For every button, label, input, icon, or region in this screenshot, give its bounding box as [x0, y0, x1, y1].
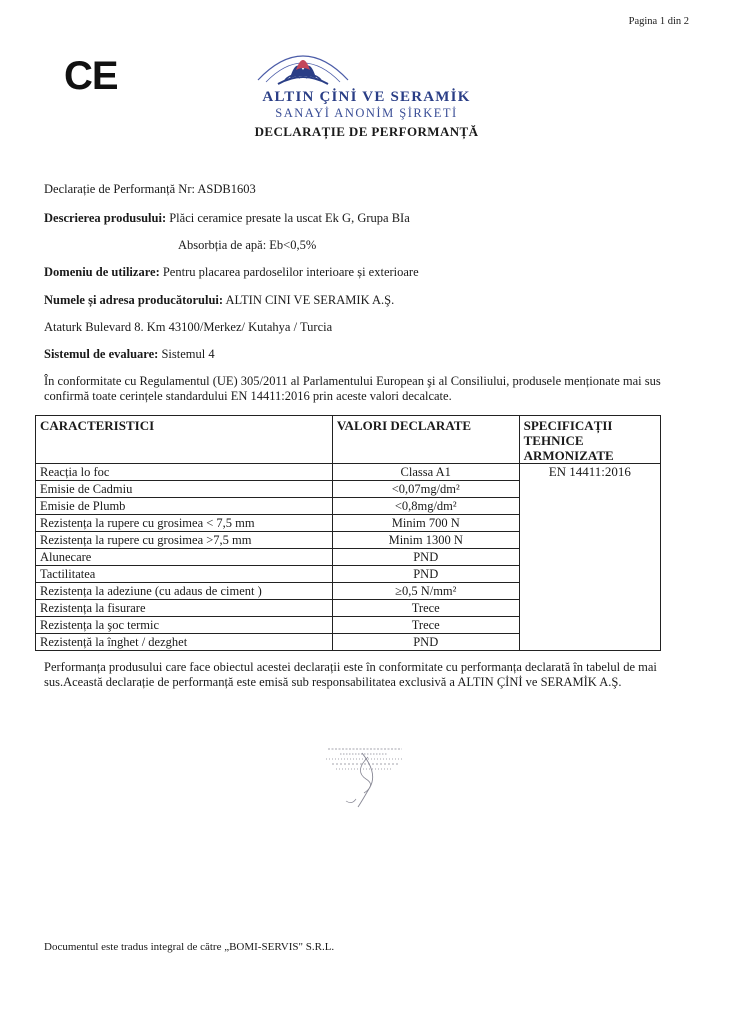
- header-declared-values: VALORI DECLARATE: [332, 416, 519, 464]
- manufacturer-value: ALTIN CINI VE SERAMIK A.Ş.: [225, 293, 395, 307]
- evaluation-system: [44, 347, 215, 362]
- characteristic-cell: Tactilitatea: [36, 566, 333, 583]
- value-cell: Minim 700 N: [332, 515, 519, 532]
- stamp-signature-icon: [318, 743, 410, 813]
- characteristics-table: [35, 415, 661, 651]
- ce-mark: CE: [64, 54, 118, 98]
- water-absorption: Absorbția de apă: Eb<0,5%: [178, 238, 317, 252]
- product-value: Plăci ceramice presate la uscat Ek G, Grupa BIa: [169, 211, 410, 225]
- value-cell: Classa A1: [332, 464, 519, 481]
- product-description: [44, 211, 410, 226]
- characteristic-cell: Rezistența la adeziune (cu adaus de ciment ): [36, 583, 333, 600]
- value-cell: Trece: [332, 600, 519, 617]
- characteristic-cell: Rezistență la înghet / dezghet: [36, 634, 333, 651]
- company-logo-icon: [238, 40, 368, 96]
- usage-label: Domeniu de utilizare:: [44, 265, 160, 279]
- table-header-row: [36, 416, 661, 464]
- usage-value: Pentru placarea pardoselilor interioare și exterioare: [162, 265, 419, 279]
- footer-translation-note: Documentul este tradus integral de către „BOMI-SERVIS" S.R.L.: [44, 941, 335, 953]
- spec-cell: EN 14411:2016: [519, 464, 660, 651]
- value-cell: Trece: [332, 617, 519, 634]
- value-cell: <0,07mg/dm²: [332, 481, 519, 498]
- evaluation-value: Sistemul 4: [161, 347, 215, 361]
- header-characteristics: CARACTERISTICI: [36, 416, 333, 464]
- value-cell: PND: [332, 634, 519, 651]
- characteristic-cell: Rezistența la rupere cu grosimea >7,5 mm: [36, 532, 333, 549]
- value-cell: <0,8mg/dm²: [332, 498, 519, 515]
- manufacturer-label: Numele și adresa producătorului:: [44, 293, 224, 307]
- characteristic-cell: Emisie de Cadmiu: [36, 481, 333, 498]
- company-subtitle: SANAYİ ANONİM ŞİRKETİ: [275, 106, 458, 120]
- value-cell: PND: [332, 549, 519, 566]
- value-cell: PND: [332, 566, 519, 583]
- manufacturer: [44, 293, 394, 308]
- value-cell: ≥0,5 N/mm²: [332, 583, 519, 600]
- usage-domain: [44, 265, 419, 280]
- product-label: Descrierea produsului:: [44, 211, 167, 225]
- document-title: DECLARAȚIE DE PERFORMANȚĂ: [254, 124, 479, 139]
- characteristic-cell: Rezistența la rupere cu grosimea < 7,5 mm: [36, 515, 333, 532]
- manufacturer-address: Ataturk Bulevard 8. Km 43100/Merkez/ Kutahya / Turcia: [44, 320, 333, 334]
- page-number: Pagina 1 din 2: [628, 16, 689, 27]
- evaluation-label: Sistemul de evaluare:: [44, 347, 159, 361]
- performance-statement: Performanța produsului care face obiectul acestei declarații este în conformitate cu performanța declarată în tabelul de mai sus.Această declarație de performanță este emisă sub responsabilitatea exclusivă a ALTIN ÇİNİ ve SERAMİK A.Ş.: [44, 660, 657, 689]
- declaration-number: Declarație de Performanță Nr: ASDB1603: [44, 182, 256, 196]
- characteristic-cell: Rezistența la fisurare: [36, 600, 333, 617]
- characteristic-cell: Reacția lo foc: [36, 464, 333, 481]
- header-technical-specs: SPECIFICAȚII TEHNICE ARMONIZATE: [519, 416, 660, 464]
- company-name: ALTIN ÇİNİ VE SERAMİK: [262, 89, 471, 105]
- characteristic-cell: Alunecare: [36, 549, 333, 566]
- conformity-statement: În conformitate cu Regulamentul (UE) 305/2011 al Parlamentului European şi al Consiliului, produsele menționate mai sus confirmă toate cerințele standardului EN 14411:2016 prin aceste valori decalcate.: [44, 374, 661, 403]
- characteristic-cell: Rezistența la şoc termic: [36, 617, 333, 634]
- value-cell: Minim 1300 N: [332, 532, 519, 549]
- table-row: [36, 464, 661, 481]
- characteristic-cell: Emisie de Plumb: [36, 498, 333, 515]
